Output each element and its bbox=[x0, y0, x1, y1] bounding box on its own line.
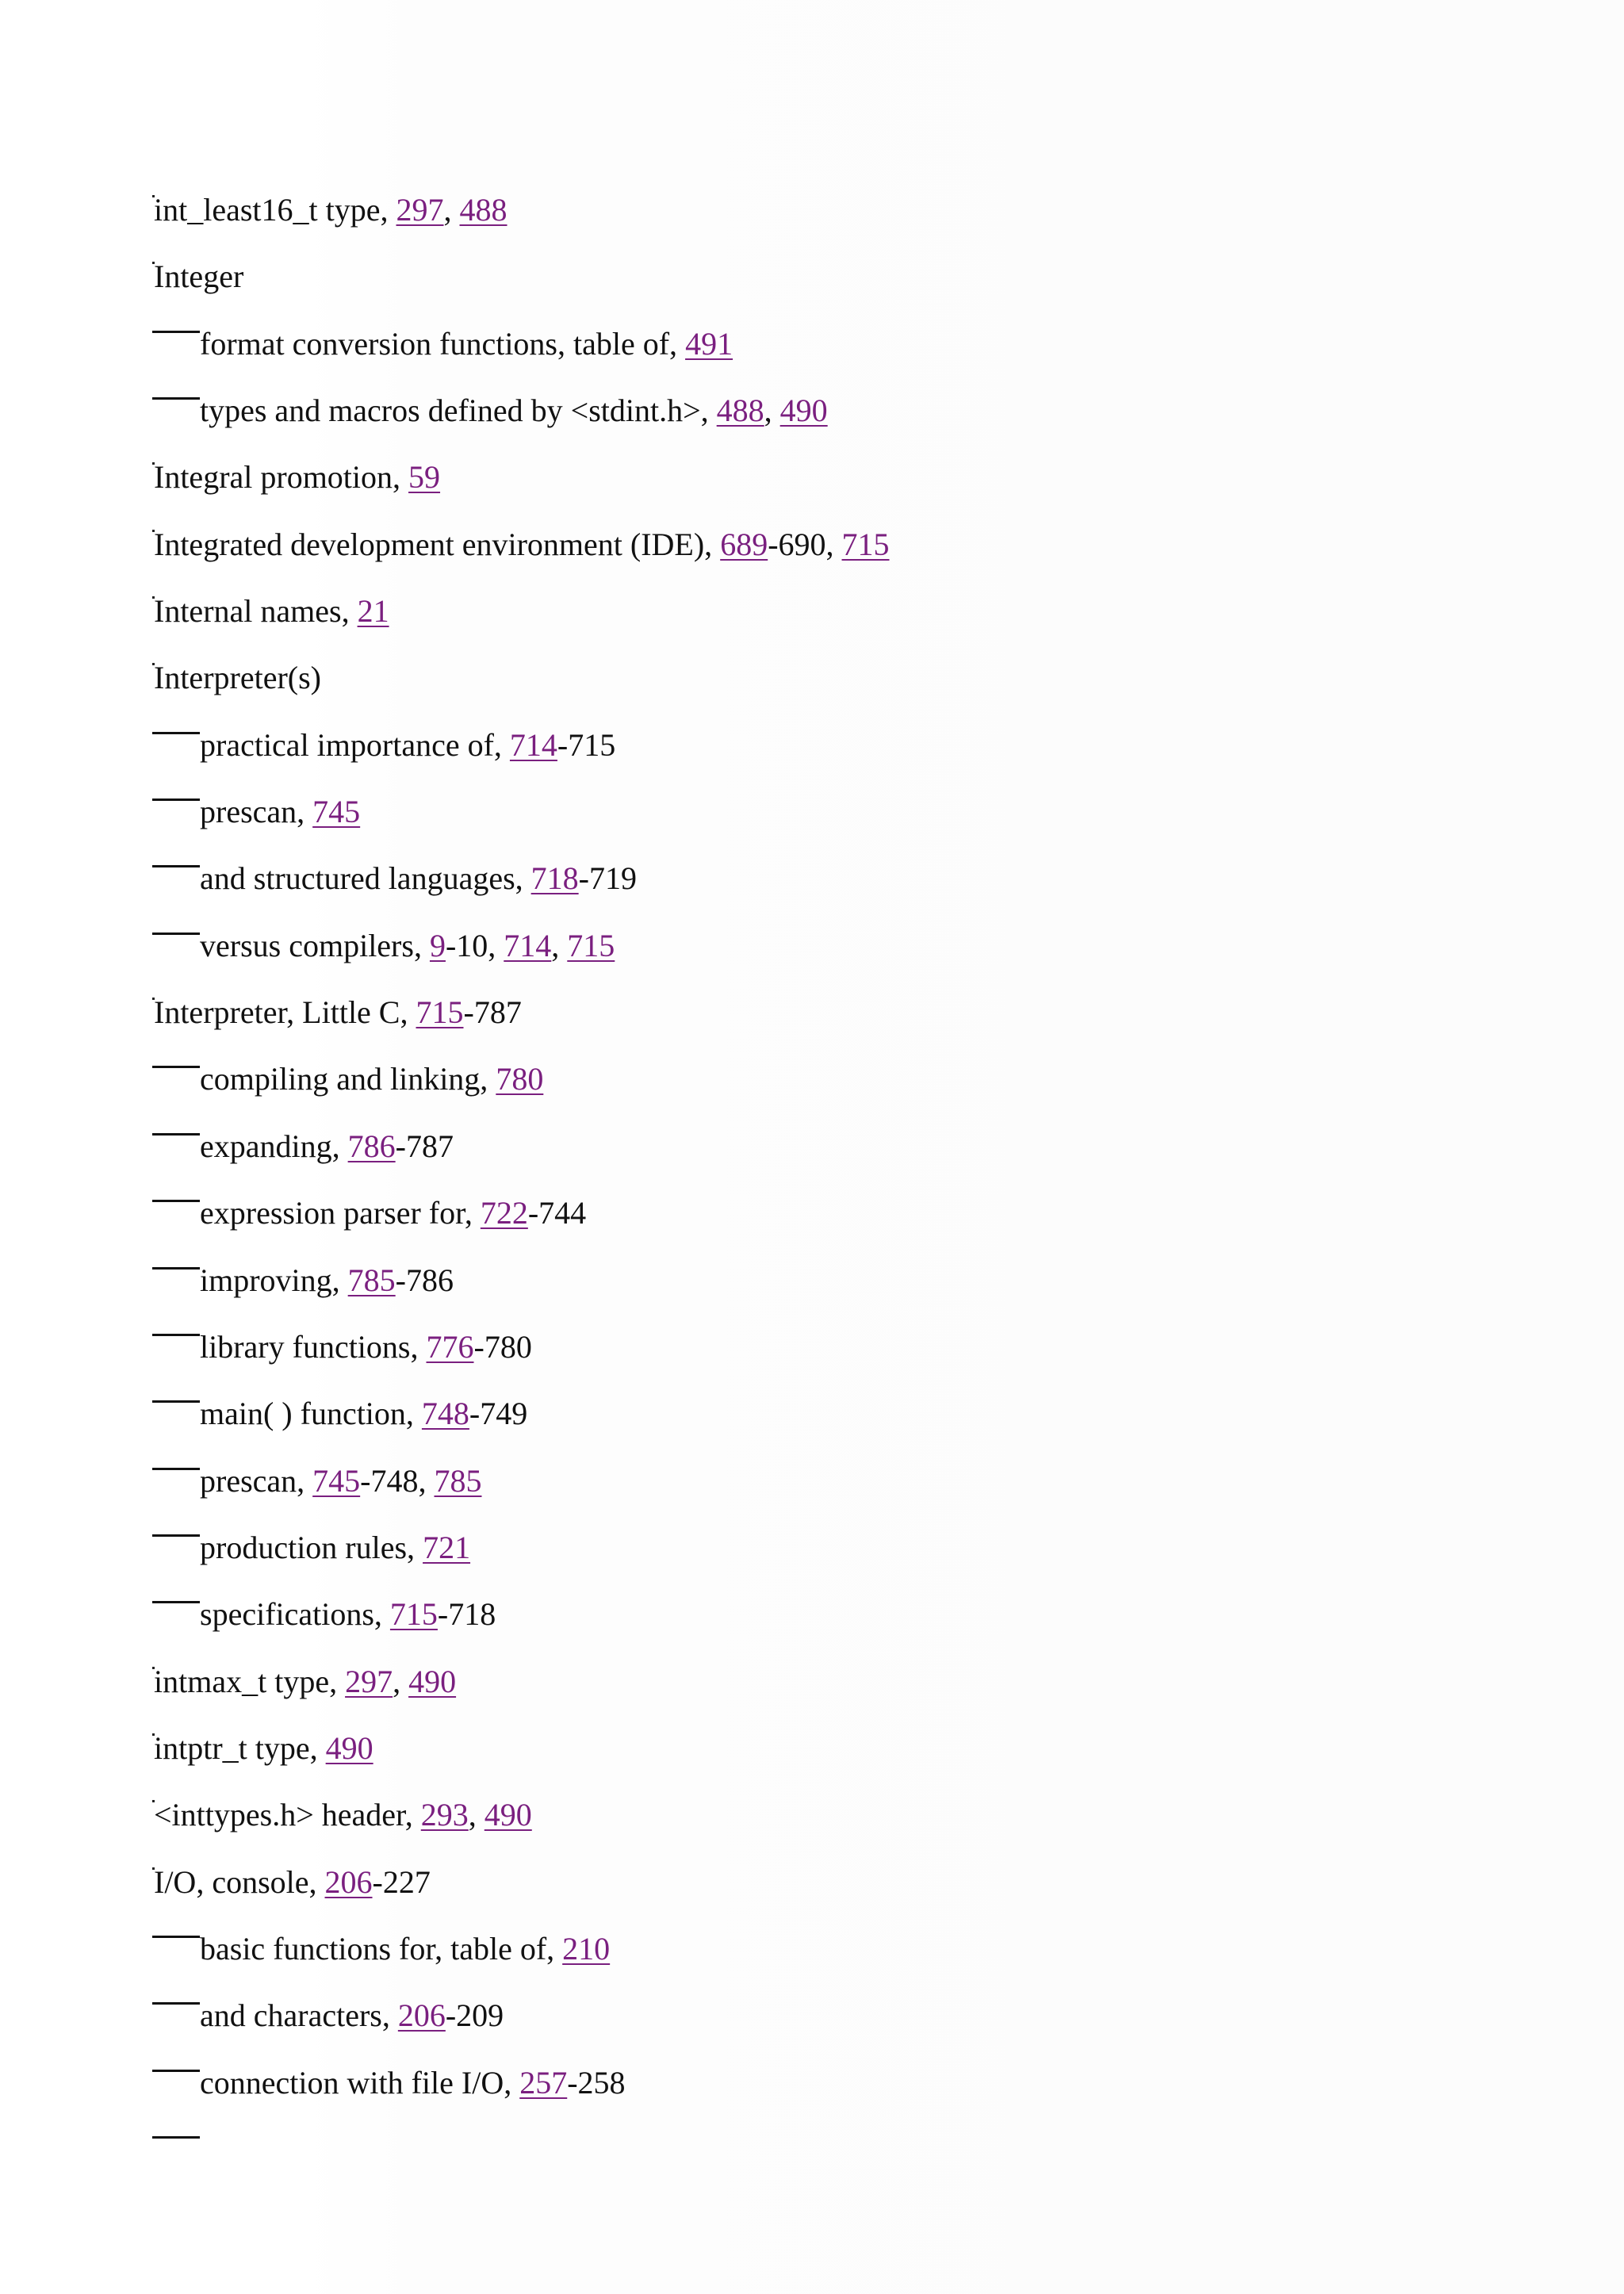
entry-term: <inttypes.h> header, bbox=[154, 1797, 421, 1833]
page-link[interactable]: 714 bbox=[504, 927, 552, 963]
entry-text bbox=[200, 1258, 454, 1303]
page-link[interactable]: 722 bbox=[480, 1195, 528, 1231]
entry-term: , bbox=[551, 927, 568, 963]
entry-text bbox=[200, 1927, 610, 1971]
entry-term: -787 bbox=[463, 994, 522, 1031]
entry-term: prescan, bbox=[200, 1462, 313, 1499]
subentry-dash bbox=[152, 798, 200, 801]
entry-text bbox=[154, 188, 508, 232]
page-link[interactable]: 491 bbox=[685, 325, 733, 362]
entry-text bbox=[200, 1459, 481, 1503]
entry-text bbox=[200, 1592, 496, 1637]
index-entry bbox=[152, 990, 1580, 1057]
entry-term: specifications, bbox=[200, 1596, 390, 1633]
entry-text bbox=[154, 1860, 431, 1905]
page-link[interactable]: 721 bbox=[423, 1529, 471, 1565]
entry-term: improving, bbox=[200, 1262, 348, 1298]
entry-term: -227 bbox=[372, 1863, 431, 1900]
entry-text bbox=[200, 389, 828, 433]
entry-term: -749 bbox=[469, 1396, 528, 1432]
index-list bbox=[152, 188, 1580, 2194]
page-link[interactable]: 488 bbox=[459, 192, 508, 228]
page-link[interactable]: 257 bbox=[519, 2064, 568, 2101]
index-entry bbox=[152, 523, 1580, 589]
index-entry bbox=[152, 1860, 1580, 1927]
entry-term: intptr_t type, bbox=[154, 1729, 326, 1766]
page-link[interactable]: 715 bbox=[416, 994, 464, 1031]
page-link[interactable]: 786 bbox=[347, 1128, 396, 1164]
page-link[interactable]: 776 bbox=[426, 1328, 474, 1365]
entry-text bbox=[200, 723, 615, 768]
subentry-dash bbox=[152, 2002, 200, 2005]
entry-term: compiling and linking, bbox=[200, 1061, 496, 1097]
index-entry bbox=[152, 255, 1580, 321]
entry-term: -780 bbox=[473, 1328, 532, 1365]
entry-text bbox=[200, 924, 615, 968]
index-subentry bbox=[152, 1459, 1580, 1526]
entry-text bbox=[200, 1392, 527, 1436]
entry-term: intmax_t type, bbox=[154, 1663, 346, 1699]
index-subentry bbox=[152, 2127, 1580, 2194]
page-link[interactable]: 490 bbox=[408, 1663, 457, 1699]
index-entry bbox=[152, 589, 1580, 656]
index-subentry bbox=[152, 1258, 1580, 1325]
index-subentry bbox=[152, 1392, 1580, 1458]
subentry-dash bbox=[152, 865, 200, 867]
entry-term: -718 bbox=[437, 1596, 496, 1633]
entry-term: -744 bbox=[527, 1195, 587, 1231]
index-entry bbox=[152, 656, 1580, 722]
entry-text bbox=[200, 1325, 532, 1369]
index-subentry bbox=[152, 723, 1580, 790]
entry-term: , bbox=[764, 393, 780, 429]
entry-term: -719 bbox=[578, 860, 637, 897]
entry-text bbox=[200, 856, 637, 901]
entry-term: and characters, bbox=[200, 1997, 398, 2034]
entry-text bbox=[154, 990, 522, 1035]
page-link[interactable]: 490 bbox=[779, 393, 828, 429]
page-link[interactable]: 689 bbox=[720, 526, 768, 562]
subentry-dash bbox=[152, 1066, 200, 1068]
subentry-dash bbox=[152, 331, 200, 333]
entry-term: expanding, bbox=[200, 1128, 348, 1164]
index-subentry bbox=[152, 1592, 1580, 1659]
entry-term: Integrated development environment (IDE), bbox=[154, 526, 721, 562]
entry-term: main( ) function, bbox=[200, 1396, 422, 1432]
entry-text bbox=[200, 1526, 470, 1570]
page-link[interactable]: 714 bbox=[509, 726, 557, 763]
page-link[interactable]: 715 bbox=[841, 526, 890, 562]
page-link[interactable]: 715 bbox=[389, 1596, 438, 1633]
index-entry bbox=[152, 1793, 1580, 1859]
index-entry bbox=[152, 188, 1580, 255]
page-link[interactable]: 297 bbox=[345, 1663, 393, 1699]
index-subentry bbox=[152, 1191, 1580, 1258]
entry-term: I/O, console, bbox=[154, 1863, 325, 1900]
entry-term: expression parser for, bbox=[200, 1195, 481, 1231]
page-link[interactable]: 488 bbox=[716, 393, 764, 429]
entry-term: -787 bbox=[395, 1128, 454, 1164]
entry-term: and structured languages, bbox=[200, 860, 531, 897]
entry-text bbox=[200, 2061, 626, 2105]
index-subentry bbox=[152, 1927, 1580, 1993]
entry-text bbox=[200, 322, 733, 366]
subentry-dash bbox=[152, 1601, 200, 1603]
entry-term: , bbox=[468, 1797, 485, 1833]
index-entry bbox=[152, 455, 1580, 522]
page-link[interactable]: 745 bbox=[312, 794, 361, 830]
entry-term: types and macros defined by <stdint.h>, bbox=[200, 393, 717, 429]
page-link[interactable]: 490 bbox=[325, 1729, 373, 1766]
page-link[interactable]: 715 bbox=[567, 927, 615, 963]
entry-term: Integral promotion, bbox=[154, 459, 409, 496]
index-subentry bbox=[152, 790, 1580, 856]
subentry-dash bbox=[152, 2070, 200, 2072]
index-subentry bbox=[152, 1124, 1580, 1191]
subentry-dash bbox=[152, 933, 200, 935]
entry-text bbox=[200, 1124, 454, 1169]
entry-text bbox=[154, 1660, 456, 1704]
page-link[interactable]: 210 bbox=[562, 1930, 611, 1967]
page-link[interactable]: 490 bbox=[484, 1797, 532, 1833]
subentry-dash bbox=[152, 1936, 200, 1938]
entry-term: -786 bbox=[395, 1262, 454, 1298]
entry-text bbox=[154, 255, 243, 299]
entry-text bbox=[200, 1057, 543, 1101]
subentry-dash bbox=[152, 1267, 200, 1270]
index-subentry bbox=[152, 924, 1580, 990]
index-subentry bbox=[152, 389, 1580, 455]
entry-term: -209 bbox=[445, 1997, 504, 2034]
entry-text bbox=[154, 523, 890, 567]
entry-term: Interpreter(s) bbox=[154, 660, 321, 696]
index-subentry bbox=[152, 1526, 1580, 1592]
entry-term: connection with file I/O, bbox=[200, 2064, 520, 2101]
subentry-dash bbox=[152, 1334, 200, 1336]
entry-term: practical importance of, bbox=[200, 726, 510, 763]
page-link[interactable]: 748 bbox=[421, 1396, 469, 1432]
index-entry bbox=[152, 1660, 1580, 1726]
subentry-dash bbox=[152, 732, 200, 734]
entry-term: prescan, bbox=[200, 794, 313, 830]
page-link[interactable]: 780 bbox=[496, 1061, 544, 1097]
subentry-dash bbox=[152, 1200, 200, 1202]
page-link[interactable]: 785 bbox=[434, 1462, 482, 1499]
entry-text bbox=[154, 1726, 373, 1771]
page-link[interactable]: 745 bbox=[312, 1462, 361, 1499]
entry-term: , bbox=[393, 1663, 409, 1699]
entry-term: Interpreter, Little C, bbox=[154, 994, 416, 1031]
index-subentry bbox=[152, 1325, 1580, 1392]
index-entry bbox=[152, 1726, 1580, 1793]
entry-term: basic functions for, table of, bbox=[200, 1930, 563, 1967]
subentry-dash bbox=[152, 1534, 200, 1537]
entry-term: -258 bbox=[567, 2064, 626, 2101]
entry-term: library functions, bbox=[200, 1328, 427, 1365]
index-subentry bbox=[152, 322, 1580, 389]
subentry-dash bbox=[152, 2136, 200, 2139]
entry-term: Integer bbox=[154, 259, 244, 295]
entry-text bbox=[154, 656, 321, 700]
subentry-dash bbox=[152, 1400, 200, 1403]
entry-term: -10, bbox=[445, 927, 504, 963]
entry-text bbox=[154, 589, 389, 634]
entry-term: -715 bbox=[557, 726, 616, 763]
index-subentry bbox=[152, 2061, 1580, 2127]
entry-text bbox=[200, 790, 360, 834]
entry-term: , bbox=[443, 192, 460, 228]
subentry-dash bbox=[152, 1468, 200, 1470]
page-link[interactable]: 297 bbox=[396, 192, 444, 228]
entry-term: Internal names, bbox=[154, 593, 358, 630]
entry-term: int_least16_t type, bbox=[154, 192, 396, 228]
page-link[interactable]: 718 bbox=[530, 860, 579, 897]
entry-text bbox=[200, 1191, 586, 1235]
subentry-dash bbox=[152, 397, 200, 400]
page-link[interactable]: 9 bbox=[429, 927, 446, 963]
entry-term: -690, bbox=[768, 526, 842, 562]
entry-text bbox=[154, 455, 440, 500]
entry-term: production rules, bbox=[200, 1529, 423, 1565]
entry-text bbox=[200, 1993, 504, 2038]
page-link[interactable]: 206 bbox=[397, 1997, 446, 2034]
index-subentry bbox=[152, 856, 1580, 923]
page-link[interactable]: 785 bbox=[347, 1262, 396, 1298]
page-link[interactable]: 21 bbox=[357, 593, 389, 630]
entry-term: versus compilers, bbox=[200, 927, 430, 963]
page-link[interactable]: 293 bbox=[420, 1797, 469, 1833]
page-link[interactable]: 59 bbox=[408, 459, 441, 496]
index-subentry bbox=[152, 1057, 1580, 1124]
page-link[interactable]: 206 bbox=[324, 1863, 373, 1900]
entry-term: format conversion functions, table of, bbox=[200, 325, 686, 362]
entry-term: -748, bbox=[360, 1462, 435, 1499]
index-subentry bbox=[152, 1993, 1580, 2060]
subentry-dash bbox=[152, 1133, 200, 1136]
entry-text bbox=[154, 1793, 532, 1837]
